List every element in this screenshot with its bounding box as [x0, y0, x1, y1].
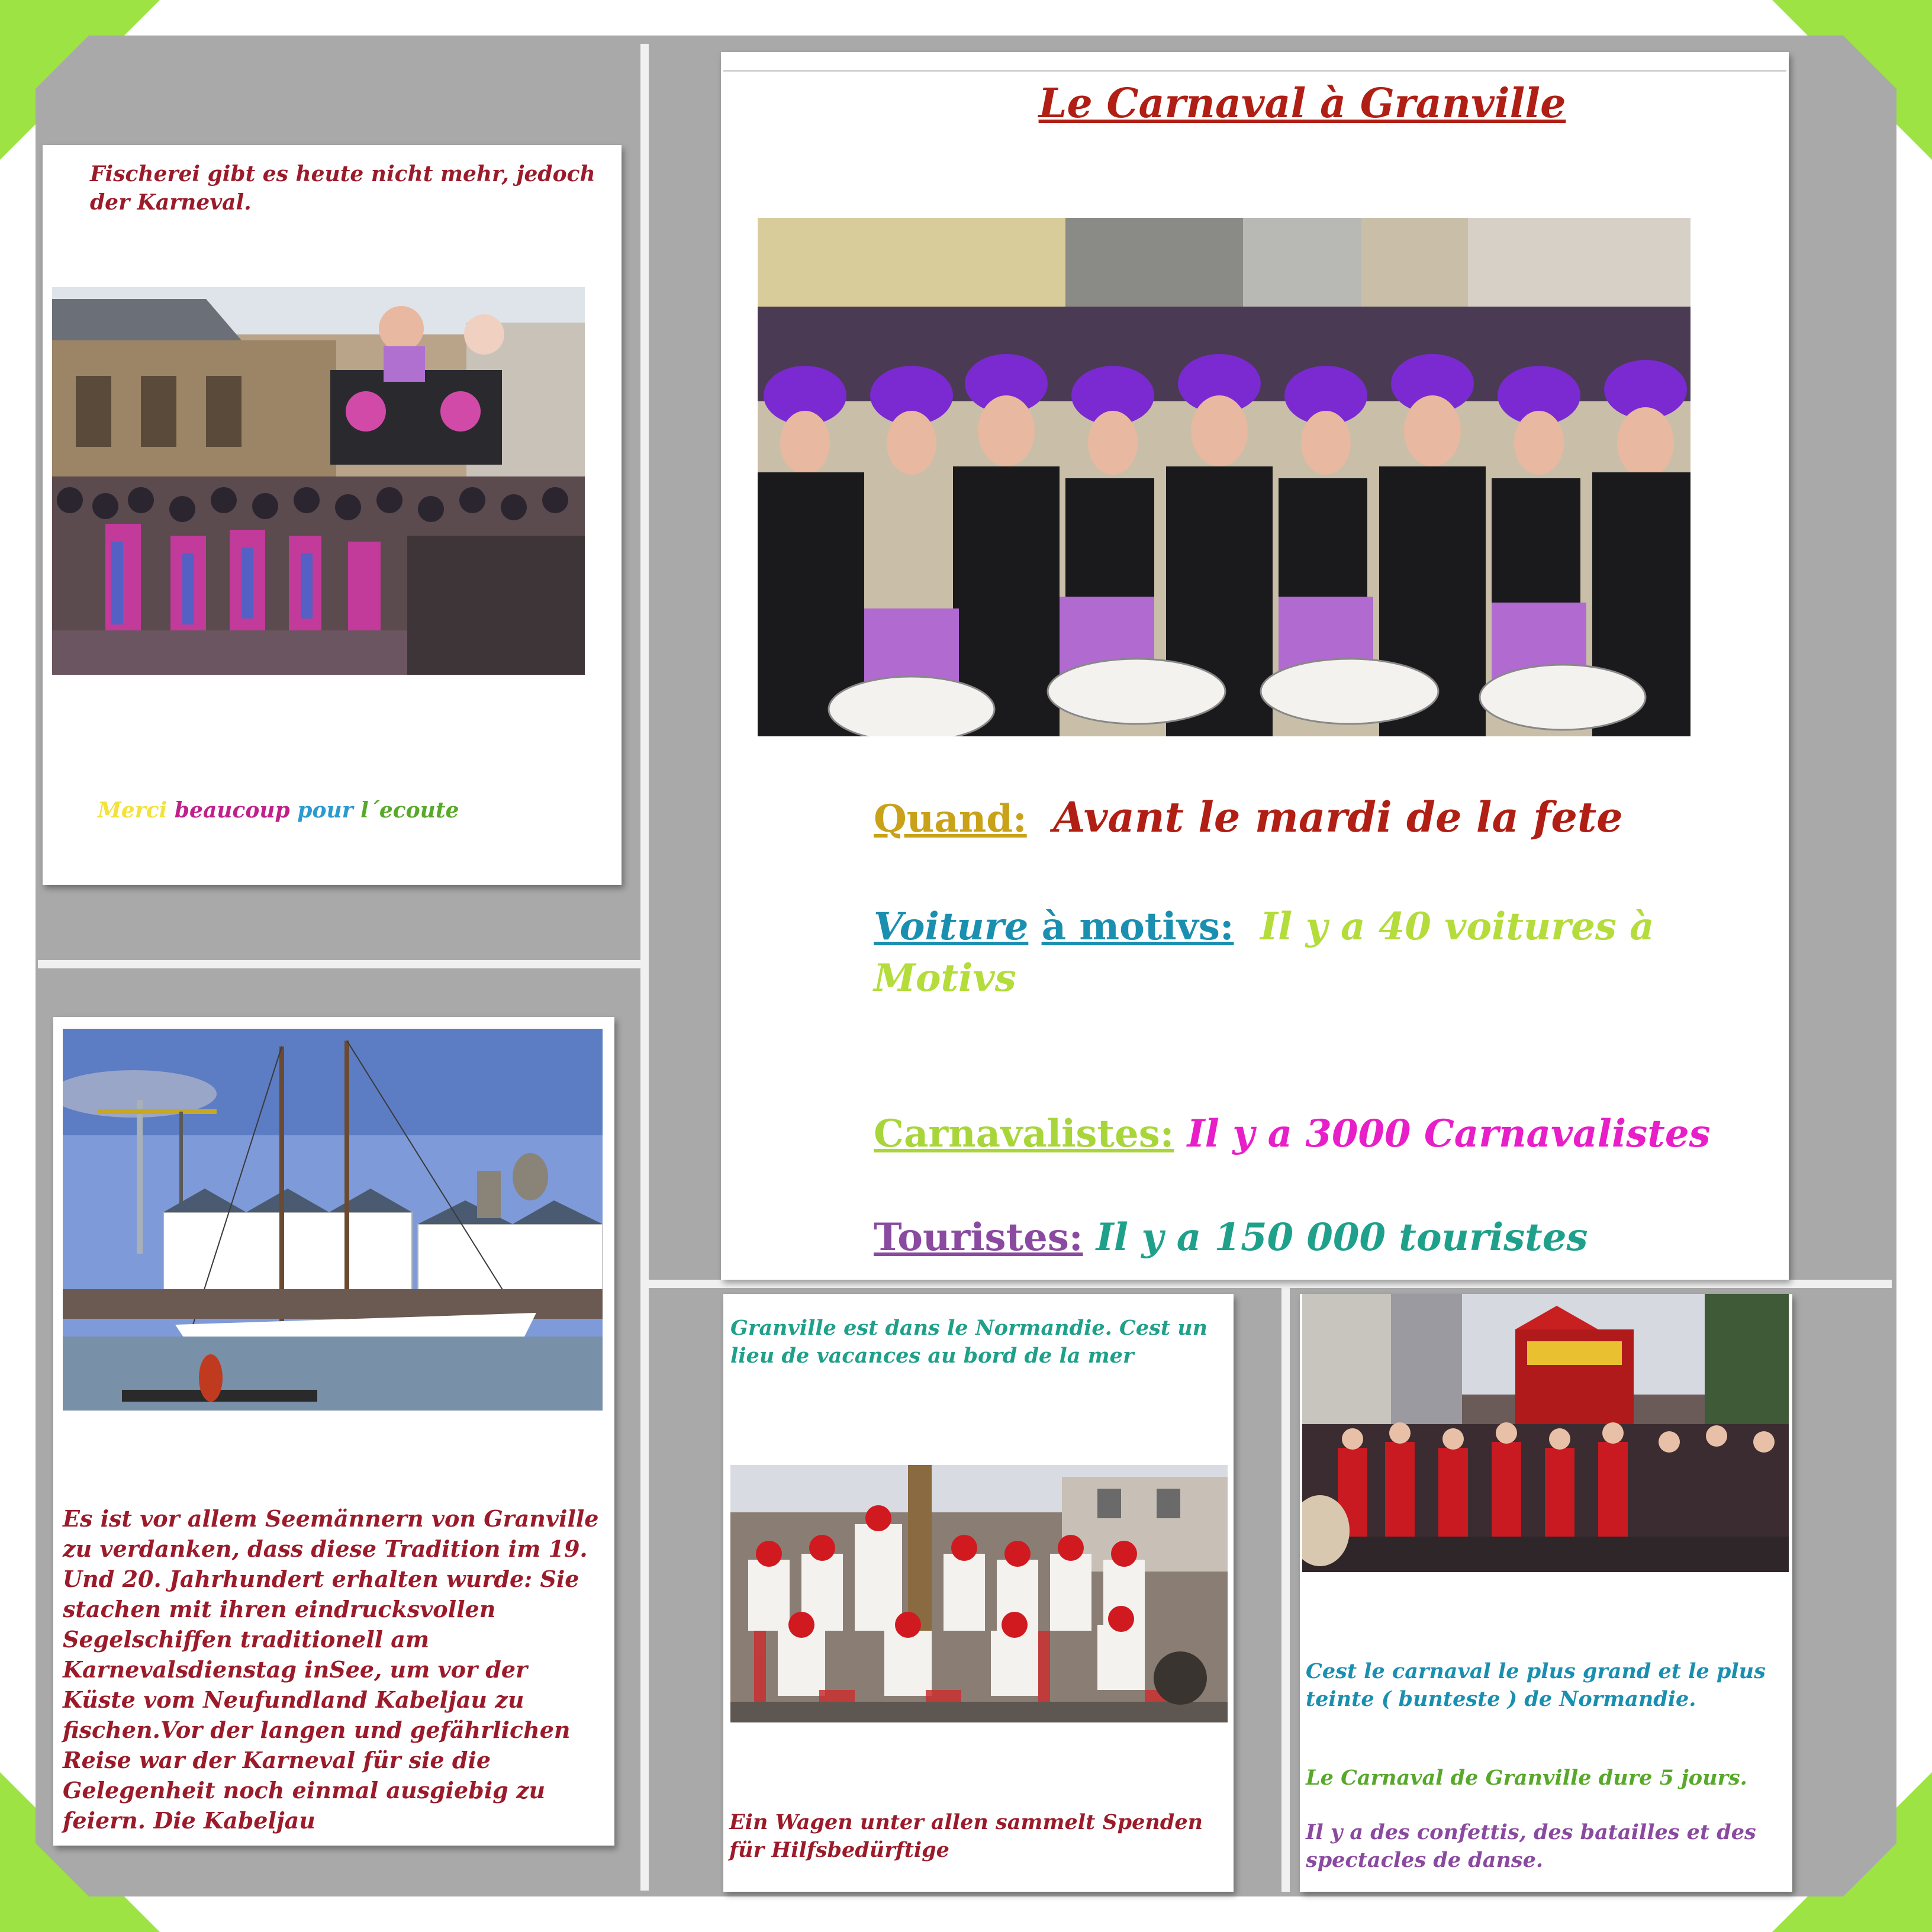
voiture-value-1: Il y a 40 voitures à	[1260, 904, 1654, 949]
quand-line	[874, 793, 1623, 843]
voiture-label-1: Voiture	[874, 904, 1029, 949]
voiture-line-1	[874, 903, 1654, 951]
thanks-merci: Merci	[98, 798, 168, 823]
thanks-beaucoup: beaucoup	[174, 798, 290, 823]
thanks-line	[98, 796, 459, 825]
thanks-ecoute: l´ecoute	[360, 798, 459, 823]
drummers-photo	[758, 218, 1690, 736]
voiture-line-2: Motivs	[874, 956, 1016, 1000]
slide-center-topline	[723, 70, 1786, 72]
text-dure-5-jours: Le Carnaval de Granville dure 5 jours.	[1306, 1766, 1747, 1790]
thanks-pour: pour	[297, 798, 353, 823]
text-confettis: Il y a des confettis, des batailles et des spectacles de danse.	[1306, 1820, 1756, 1872]
text-plus-grand: Cest le carnaval le plus grand et le plus teinte ( bunteste ) de Normandie.	[1306, 1659, 1766, 1711]
caption-fischerei: Fischerei gibt es heute nicht mehr, jedoch der Karneval.	[90, 162, 595, 215]
quand-value: Avant le mardi de la fete	[1053, 793, 1623, 842]
parade-street-photo	[1302, 1294, 1789, 1572]
carnival-float-photo	[52, 287, 585, 675]
costumed-group-photo	[730, 1465, 1228, 1722]
sailing-ship-photo	[63, 1029, 603, 1411]
voiture-label-2: à motivs:	[1041, 904, 1234, 949]
touristes-value: Il y a 150 000 touristes	[1096, 1215, 1588, 1260]
caption-wagen-spenden: Ein Wagen unter allen sammelt Spenden für Hilfsbedürftige	[729, 1810, 1203, 1862]
body-seemaenner: Es ist vor allem Seemännern von Granville zu verdanken, dass diese Tradition im 19. Und 20. Jahrhundert erhalten wurde: Sie stachen mit ihren eindrucksvollen Segelschiffen traditionell am Karnevalsdienstag inSee, um vor der Küste vom Neufundland Kabeljau zu fischen.Vor der langen und gefährlichen Reise war der Karneval für sie die Gelegenheit noch einmal ausgiebig zu feiern. Die Kabeljau	[63, 1505, 599, 1834]
quand-label: Quand:	[874, 797, 1027, 841]
carnavalistes-label: Carnavalistes:	[874, 1112, 1174, 1156]
touristes-line	[874, 1213, 1588, 1262]
carnavalistes-line	[874, 1110, 1711, 1158]
carnavalistes-value: Il y a 3000 Carnavalistes	[1187, 1112, 1711, 1156]
page-title: Le Carnaval à Granville	[1038, 80, 1566, 127]
touristes-label: Touristes:	[874, 1215, 1083, 1260]
caption-granville-normandie: Granville est dans le Normandie. Cest un lieu de vacances au bord de la mer	[730, 1316, 1208, 1368]
